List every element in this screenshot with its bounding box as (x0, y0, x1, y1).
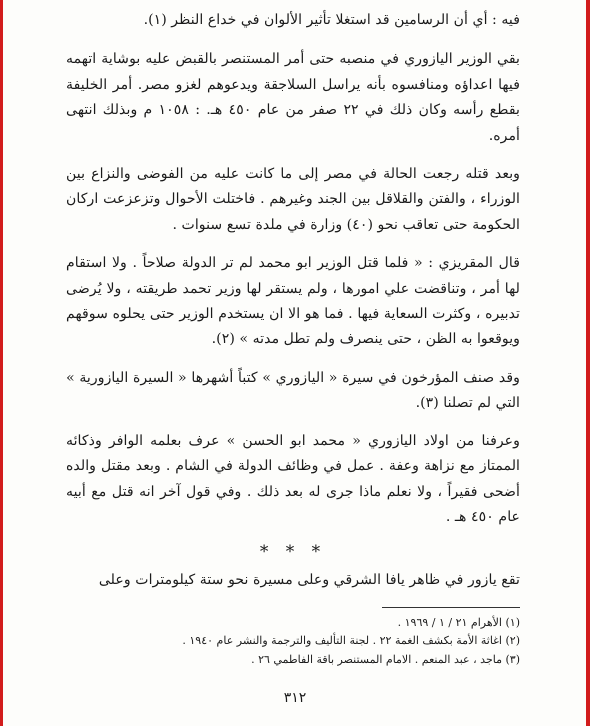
paragraph-5: وقد صنف المؤرخون في سيرة « اليازوري » كتباً أشهرها « السيرة اليازورية » التي لم تصلنا (٣). (66, 369, 520, 412)
footnote-rule (382, 607, 520, 608)
footnote-3: (٣) ماجد ، عبد المنعم . الامام المستنصر باقة الفاطمي ٢٦ . (251, 652, 520, 666)
paragraph-4: قال المقريزي : « فلما قتل الوزير ابو محمد لم تر الدولة صلاحاً . ولا استقام لها أمر ، وتناقضت علي امورها ، ولم يستقر لها وزير تحمد طريقته ، ولا يُرضى تدبيره ، وكثرت السعاية فيها . فما هو الا ان يستخدم الوزير حتى يحلوه سوقهم ويوقعوا به الظن ، حتى ينصرف ولم تطل مدته » (٢). (66, 255, 520, 348)
footnote-1: (١) الأهرام ٢١ / ١ / ١٩٦٩ . (397, 615, 520, 629)
page-number: ٣١٢ (283, 690, 307, 706)
window-frame-left (0, 0, 3, 726)
footnote-list (66, 614, 520, 670)
footnote-2: (٢) اغاثة الأمة بكشف الغمة ٢٢ . لجنة التأليف والترجمة والنشر عام ١٩٤٠ . (182, 634, 520, 647)
section-separator: * * * (259, 542, 327, 563)
window-frame-right (586, 0, 590, 726)
paragraph-2: بقي الوزير اليازوري في منصبه حتى أمر المستنصر بالقبض عليه بوشاية اتهمه فيها اعداؤه ومنافسوه بأنه يراسل السلاجقة ويدعوهم لغزو مصر. أمر الخليفة بقطع رأسه وكان ذلك في ٢٢ صفر من عام ٤٥٠ هـ. : ١٠٥٨ م وبذلك انتهى أمره. (66, 51, 520, 144)
paragraph-6: وعرفنا من اولاد اليازوري « محمد ابو الحسن » عرف بعلمه الوافر وذكائه الممتاز مع نزاهة وعفة . عمل في وظائف الدولة في الشام . وبعد مقتل والده أضحى فقيراً ، ولا نعلم ماذا جرى له بعد ذلك . وفي قول آخر انه قتل مع أبيه عام ٤٥٠ هـ . (66, 432, 520, 525)
document-page (66, 6, 520, 722)
paragraph-1: فيه : أي أن الرسامين قد استغلا تأثير الألوان في خداع النظر (١). (143, 12, 520, 28)
continuation-line: تقع يازور في ظاهر يافا الشرقي وعلى مسيرة نحو ستة كيلومترات وعلى (98, 572, 520, 589)
paragraph-3: وبعد قتله رجعت الحالة في مصر إلى ما كانت عليه من الفوضى والنزاع بين الوزراء ، والفتن والقلاقل بين الجند وغيرهم . فاختلت الأحوال وتزعزعت اركان الحكومة حتى تعاقب نحو (٤٠) وزارة في ملدة تسع سنوات . (66, 166, 520, 233)
